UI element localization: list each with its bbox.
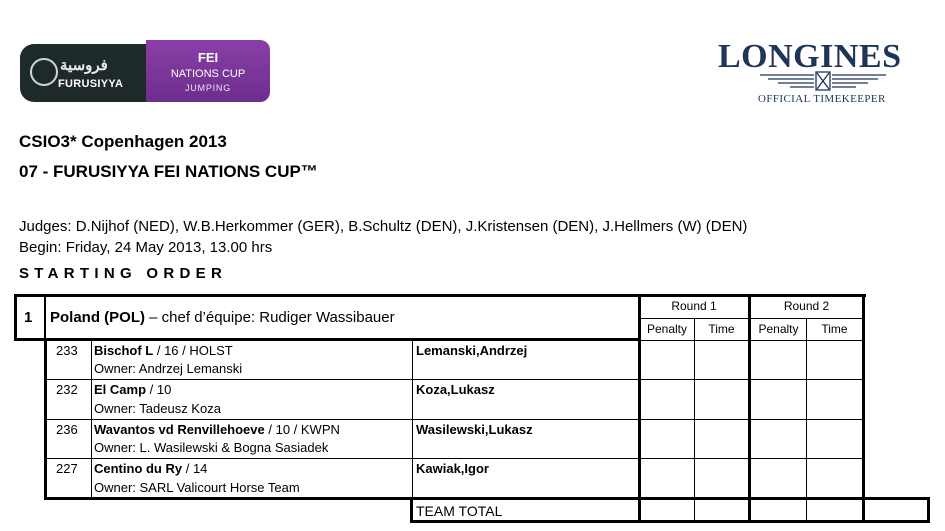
start-number: 227 — [56, 461, 78, 476]
owner: Owner: SARL Valicourt Horse Team — [94, 480, 300, 495]
owner: Owner: Andrzej Lemanski — [94, 361, 243, 376]
furusiyya-text: FURUSIYYA — [58, 78, 124, 90]
team-order: 1 — [24, 309, 33, 326]
team-total-label: TEAM TOTAL — [416, 503, 503, 519]
rider-name: Lemanski,Andrzej — [416, 343, 528, 358]
round2-header: Round 2 — [783, 299, 830, 313]
owner: Owner: Tadeusz Koza — [94, 401, 221, 416]
team-name: Poland (POL) — [50, 309, 145, 326]
fei-text: FEI — [197, 50, 219, 65]
furusiyya-logo — [20, 44, 148, 102]
longines-wings-icon — [756, 70, 890, 92]
section-heading: STARTING ORDER — [19, 265, 228, 282]
rider-name: Kawiak,Igor — [416, 461, 489, 476]
start-number: 232 — [56, 382, 78, 397]
event-title: CSIO3* Copenhagen 2013 — [19, 132, 227, 151]
furusiyya-arabic: فروسية — [60, 57, 108, 74]
begin-line: Begin: Friday, 24 May 2013, 13.00 hrs — [19, 239, 273, 256]
start-number: 233 — [56, 343, 78, 358]
horse-name: El Camp — [94, 382, 147, 397]
team-header — [50, 309, 395, 326]
chef-dequipe: – chef d’équipe: Rudiger Wassibauer — [145, 309, 395, 326]
round1-time-header: Time — [708, 322, 735, 336]
rider-name: Wasilewski,Lukasz — [416, 422, 533, 437]
rider-name: Koza,Lukasz — [416, 382, 495, 397]
horse-name: Bischof L — [94, 343, 154, 358]
nations-cup-text: NATIONS CUP — [170, 68, 246, 80]
horse-line — [94, 422, 340, 437]
horse-line — [94, 461, 207, 476]
competition-title: 07 - FURUSIYYA FEI NATIONS CUP™ — [19, 162, 318, 181]
nations-cup-logo — [146, 40, 270, 102]
horse-name: Wavantos vd Renvillehoeve — [94, 422, 265, 437]
horse-line — [94, 382, 171, 397]
jumping-text: JUMPING — [184, 83, 232, 93]
official-timekeeper: OFFICIAL TIMEKEEPER — [758, 93, 886, 105]
horse-details: / 14 — [182, 461, 208, 476]
round2-penalty-header: Penalty — [758, 322, 799, 336]
horse-name: Centino du Ry — [94, 461, 183, 476]
horse-details: / 16 / HOLST — [153, 343, 233, 358]
start-number: 236 — [56, 422, 78, 437]
owner: Owner: L. Wasilewski & Bogna Sasiadek — [94, 440, 329, 455]
round1-header: Round 1 — [671, 299, 717, 313]
round1-penalty-header: Penalty — [646, 322, 688, 336]
horse-details: / 10 / KWPN — [264, 422, 340, 437]
round2-time-header: Time — [821, 322, 848, 336]
horse-emblem-icon — [30, 58, 58, 86]
horse-line — [94, 343, 233, 358]
horse-details: / 10 — [146, 382, 172, 397]
longines-logo: LONGINES — [718, 38, 902, 75]
judges-line: Judges: D.Nijhof (NED), W.B.Herkommer (GER), B.Schultz (DEN), J.Kristensen (DEN), J.Hellmers (W) (DEN) — [19, 218, 748, 235]
